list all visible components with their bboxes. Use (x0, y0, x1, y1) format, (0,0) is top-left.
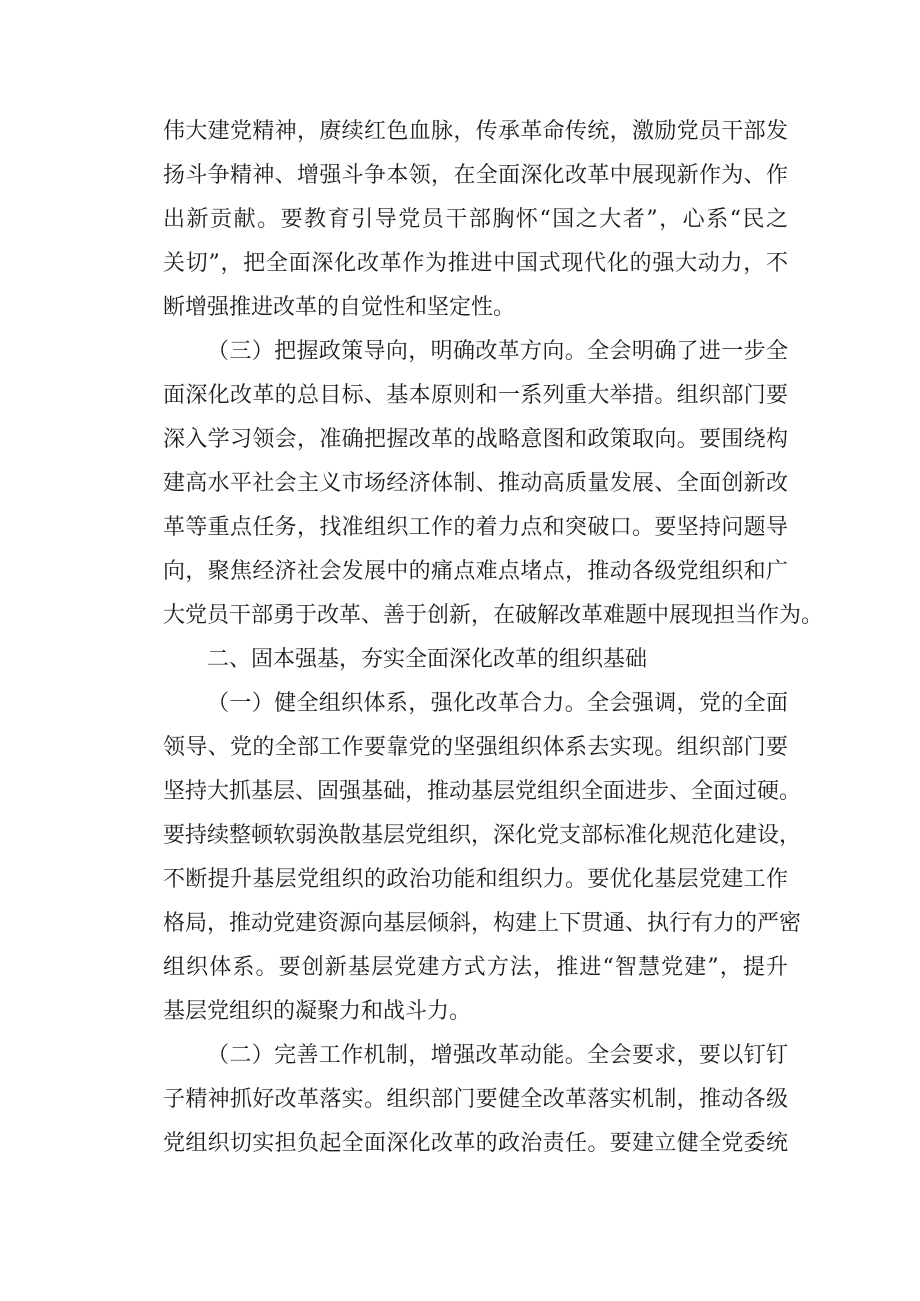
text-line: 领导、党的全部工作要靠党的坚强组织体系去实现。组织部门要 (163, 735, 788, 760)
text-line: （二）完善工作机制，增强改革动能。全会要求，要以钉钉 (207, 1043, 788, 1068)
section-heading (163, 638, 788, 682)
text-line: 断增强推进改革的自觉性和坚定性。 (163, 295, 516, 320)
text-line: 坚持大抓基层、固强基础，推动基层党组织全面进步、全面过硬。 (163, 779, 802, 804)
text-line: 子精神抓好改革落实。组织部门要健全改革落实机制，推动各级 (163, 1087, 788, 1112)
text-line: 伟大建党精神，赓续红色血脉，传承革命传统，激励党员干部发 (163, 119, 788, 144)
document-page (163, 110, 824, 1166)
text-line: 不断提升基层党组织的政治功能和组织力。要优化基层党建工作 (163, 867, 788, 892)
text-line: 深入学习领会，准确把握改革的战略意图和政策取向。要围绕构 (163, 427, 788, 452)
text-line: 组织体系。要创新基层党建方式方法，推进“智慧党建”，提升 (163, 955, 788, 980)
text-line: 向，聚焦经济社会发展中的痛点难点堵点，推动各级党组织和广 (163, 559, 788, 584)
paragraph (163, 330, 824, 638)
text-line: 扬斗争精神、增强斗争本领，在全面深化改革中展现新作为、作 (163, 163, 788, 188)
text-line: （三）把握政策导向，明确改革方向。全会明确了进一步全 (207, 339, 788, 364)
text-line: 面深化改革的总目标、基本原则和一系列重大举措。组织部门要 (163, 383, 788, 408)
text-line: 关切”，把全面深化改革作为推进中国式现代化的强大动力，不 (163, 251, 788, 276)
text-line: 格局，推动党建资源向基层倾斜，构建上下贯通、执行有力的严密 (163, 911, 802, 936)
paragraph (163, 1034, 788, 1166)
text-line: 革等重点任务，找准组织工作的着力点和突破口。要坚持问题导 (163, 515, 788, 540)
text-line: 基层党组织的凝聚力和战斗力。 (163, 999, 472, 1024)
text-line: （一）健全组织体系，强化改革合力。全会强调，党的全面 (207, 691, 788, 716)
paragraph (163, 682, 802, 1034)
text-line: 建高水平社会主义市场经济体制、推动高质量发展、全面创新改 (163, 471, 788, 496)
text-line: 党组织切实担负起全面深化改革的政治责任。要建立健全党委统 (163, 1131, 788, 1156)
paragraph (163, 110, 788, 330)
text-line: 要持续整顿软弱涣散基层党组织，深化党支部标准化规范化建设， (163, 823, 802, 848)
text-line: 出新贡献。要教育引导党员干部胸怀“国之大者”，心系“民之 (163, 207, 788, 232)
text-line: 二、固本强基，夯实全面深化改革的组织基础 (207, 647, 648, 672)
text-line: 大党员干部勇于改革、善于创新，在破解改革难题中展现担当作为。 (163, 603, 824, 628)
